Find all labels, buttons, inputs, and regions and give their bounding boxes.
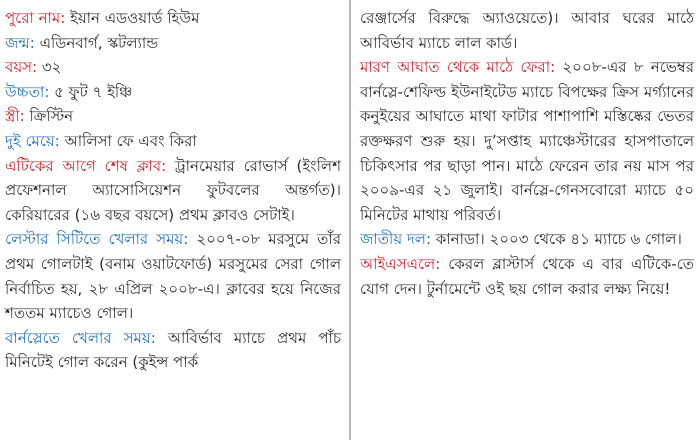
entry-text: কানাডা। ২০০৩ থেকে ৪১ ম্যাচে ৬ গোল।: [431, 230, 682, 249]
entry-wife: [5, 104, 341, 129]
entry-label: বার্নস্লেতে খেলার সময়:: [5, 328, 156, 347]
entry-text: ট্রানমেয়ার রোভার্স (ইংলিশ প্রফেশনাল অ্যাসোসিয়েশন ফুটবলের অন্তর্গত)। কেরিয়ারের (১৬ বছর বয়সে) প্রথম ক্লাবও সেটাই।: [5, 156, 341, 224]
left-column: [5, 6, 341, 375]
entry-text: ৫ ফুট ৭ ইঞ্চি: [49, 82, 133, 101]
entry-isl: [360, 252, 694, 301]
right-column: [360, 6, 694, 301]
entry-text: কেরল ব্লাস্টার্স থেকে এ বার এটিকে-তে যোগ দেন। টুর্নামেন্টে ওই ছয় গোল করার লক্ষ্য নিয়ে!: [360, 254, 694, 298]
entry-label: লেস্টার সিটিতে খেলার সময়:: [5, 230, 189, 249]
entry-full-name: [5, 6, 341, 31]
entry-barnsley: [5, 326, 341, 375]
entry-birth: [5, 31, 341, 56]
entry-label: এটিকের আগে শেষ ক্লাব:: [5, 156, 167, 175]
entry-text: ২০০৭-০৮ মরসুমে তাঁর প্রথম গোলটাই (বনাম ওয়াটফোর্ড) মরসুমের সেরা গোল নির্বাচিত হয়, ২৮ এপ্রিল ২০০৮-এ। ক্লাবের হয়ে নিজের শততম ম্যাচেও গোল।: [5, 230, 341, 323]
entry-label: উচ্চতা:: [5, 82, 50, 101]
entry-label: জন্ম:: [5, 33, 35, 52]
entry-text: ২০০৮-এর ৮ নভেম্বর বার্নস্লে-শেফিল্ড ইউনাইটেড ম্যাচে বিপক্ষের ক্রিস মর্গ্যানের কনুইয়ের আঘাতে মাথা ফাটার পাশাপাশি মস্তিষ্কের ভেতর রক্তক্ষরণ শুরু হয়। দু’সপ্তাহ ম্যাঞ্চেস্টারের হাসপাতালে চিকিৎসার পর ছাড়া পান। মাঠে ফেরেন তার নয় মাস পর ২০০৯-এর ২১ জুলাই। বার্নস্লে-গেনসবোরো ম্যাচে ৫০ মিনিটের মাথায় পরিবর্ত।: [360, 58, 694, 224]
entry-label: জাতীয় দল:: [360, 230, 432, 249]
entry-text: ইয়ান এডওয়ার্ড হিউম: [65, 9, 200, 27]
entry-label: আইএসএলে:: [360, 254, 441, 273]
entry-label: বয়স:: [5, 58, 38, 77]
entry-age: [5, 55, 341, 80]
entry-text: আলিসা ফে এবং কিরা: [59, 131, 197, 150]
entry-height: [5, 80, 341, 105]
entry-label: স্ত্রী:: [5, 107, 25, 126]
entry-text: ক্রিস্টিন: [24, 107, 74, 126]
entry-daughters: [5, 129, 341, 154]
entry-last-club: [5, 154, 341, 228]
entry-label: মারণ আঘাত থেকে মাঠে ফেরা:: [360, 58, 556, 77]
entry-text: আবির্ভাব ম্যাচে প্রথম পাঁচ মিনিটেই গোল করেন (কুইন্স পার্ক: [5, 328, 341, 372]
entry-barnsley-continued: [360, 6, 694, 55]
entry-text: ৩২: [37, 58, 62, 77]
entry-text: রেঞ্জার্সের বিরুদ্ধে অ্যাওয়েতে)। আবার ঘরের মাঠে আবির্ভাব ম্যাচে লাল কার্ড।: [360, 9, 694, 52]
column-divider: [349, 0, 351, 440]
entry-national-team: [360, 227, 694, 252]
entry-leicester: [5, 227, 341, 325]
entry-injury-return: [360, 55, 694, 227]
entry-label: দুই মেয়ে:: [5, 131, 60, 150]
entry-label: পুরো নাম:: [5, 9, 66, 27]
entry-text: এডিনবার্গ, স্কটল্যান্ড: [34, 33, 159, 52]
